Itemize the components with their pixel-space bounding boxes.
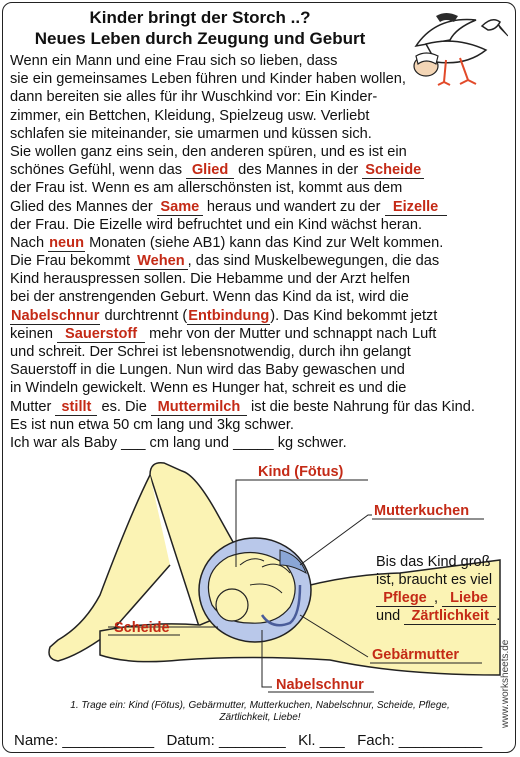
answer-glied[interactable]: Glied (186, 163, 234, 179)
task-line: 1. Trage ein: Kind (Fötus), Gebärmutter, Mutterkuchen, Nabelschnur, Scheide, Pflege, (70, 700, 450, 711)
task-instructions (0, 700, 520, 724)
care-line: ist, braucht es viel (376, 572, 493, 588)
answer-same[interactable]: Same (157, 200, 203, 216)
comma: , (434, 590, 439, 606)
date-field[interactable]: Datum: ________ (166, 732, 286, 749)
story-text-fragment: ist die beste Nahrung für das Kind. (251, 398, 475, 415)
story-text-fragment: Nach (10, 234, 45, 251)
title-line-2: Neues Leben durch Zeugung und Geburt (34, 29, 366, 48)
story-text-fragment: ). Das Kind bekommt jetzt (270, 307, 438, 324)
care-line: Bis das Kind groß (376, 554, 491, 570)
class-field[interactable]: Kl. ___ (298, 732, 345, 749)
subject-field[interactable]: Fach: __________ (357, 732, 483, 749)
care-line (376, 589, 516, 607)
answer-scheide[interactable]: Scheide (362, 163, 424, 179)
story-text-fragment: es. Die (101, 398, 147, 415)
story-line (10, 307, 510, 325)
answer-neun[interactable]: neun (49, 234, 85, 251)
title-line-1: Kinder bringt der Storch ..? (89, 8, 311, 27)
story-text (10, 52, 510, 452)
answer-sauerstoff[interactable]: Sauerstoff (57, 327, 145, 343)
story-line: der Frau. Die Eizelle wird befruchtet und ein Kind wächst heran. (10, 216, 423, 233)
story-text-fragment: durchtrennt ( (104, 307, 188, 324)
label-mutterkuchen[interactable]: Mutterkuchen (374, 503, 470, 519)
answer-zaertlichkeit[interactable]: Zärtlichkeit (404, 609, 496, 625)
answer-eizelle[interactable]: Eizelle (385, 200, 447, 216)
label-nabelschnur[interactable]: Nabelschnur (276, 677, 364, 693)
story-line: Ich war als Baby ___ cm lang und _____ kg schwer. (10, 434, 347, 451)
label-kind-foetus[interactable]: Kind (Fötus) (258, 464, 344, 480)
care-text-und: und (376, 608, 401, 624)
story-line: Sauerstoff in die Lungen. Nun wird das Baby gewaschen und (10, 362, 405, 379)
answer-pflege[interactable]: Pflege (376, 591, 434, 607)
story-text-fragment: Die Frau bekommt (10, 253, 131, 270)
answer-nabelschnur[interactable]: Nabelschnur (11, 307, 100, 324)
story-text-fragment: des Mannes in der (238, 162, 359, 179)
story-text-fragment: keinen (10, 325, 54, 342)
task-line: Zärtlichkeit, Liebe! (219, 712, 301, 723)
story-line (10, 398, 510, 416)
story-line: dann bereiten sie alles für ihr Wuschkind vor: Ein Kinder- (10, 89, 378, 106)
story-line (10, 234, 510, 252)
story-line (10, 161, 510, 179)
story-line: Es ist nun etwa 50 cm lang und 3kg schwer. (10, 416, 294, 433)
answer-muttermilch[interactable]: Muttermilch (151, 400, 247, 416)
period: . (496, 608, 501, 624)
label-gebaermutter[interactable]: Gebärmutter (372, 647, 460, 663)
answer-liebe[interactable]: Liebe (442, 591, 496, 607)
story-line (10, 252, 510, 270)
story-text-fragment: mehr von der Mutter und schnappt nach Luft (149, 325, 437, 342)
story-text-fragment: , das sind Muskelbewegungen, die das (187, 253, 440, 270)
care-line (376, 607, 516, 625)
fetus-head-shape (216, 589, 248, 621)
answer-entbindung[interactable]: Entbindung (188, 307, 270, 324)
story-line: bei der anstrengenden Geburt. Wenn das Kind da ist, wird die (10, 289, 409, 306)
answer-stillt[interactable]: stillt (55, 400, 97, 416)
story-line (10, 325, 510, 343)
story-text-fragment: Mutter (10, 398, 52, 415)
story-line: der Frau ist. Wenn es am allerschönsten ist, kommt aus dem (10, 180, 403, 197)
story-line: schlafen sie miteinander, sie umarmen und küssen sich. (10, 125, 372, 142)
story-line: und schreit. Der Schrei ist lebensnotwendig, durch ihn gelangt (10, 344, 411, 360)
story-text-fragment: Glied des Mannes der (10, 198, 153, 215)
story-text-fragment: heraus und wandert zu der (206, 198, 381, 215)
story-line: zimmer, ein Bettchen, Kleidung, Spielzeug usw. Verliebt (10, 107, 370, 124)
label-scheide[interactable]: Scheide (114, 620, 170, 636)
story-text-fragment: Monaten (siehe AB1) kann das Kind zur Welt kommen. (89, 234, 444, 251)
story-line: sie ein gemeinsames Leben führen und Kinder haben wollen, (10, 71, 406, 88)
answer-wehen[interactable]: Wehen (134, 254, 188, 270)
story-line: Wenn ein Mann und eine Frau sich so lieben, dass (10, 53, 338, 69)
care-text-block (376, 553, 516, 625)
story-line: Sie wollen ganz eins sein, den anderen spüren, und es ist ein (10, 143, 407, 160)
story-line: in Windeln gewickelt. Wenn es Hunger hat, schreit es und die (10, 380, 407, 397)
story-text-fragment: schönes Gefühl, wenn das (10, 162, 182, 179)
name-field[interactable]: Name: ___________ (14, 732, 155, 749)
watermark-text: www.worksheets.de (500, 639, 511, 728)
footer-fields (14, 732, 509, 749)
story-line (10, 198, 510, 216)
story-line: Kind herauspressen sollen. Die Hebamme und der Arzt helfen (10, 271, 410, 288)
